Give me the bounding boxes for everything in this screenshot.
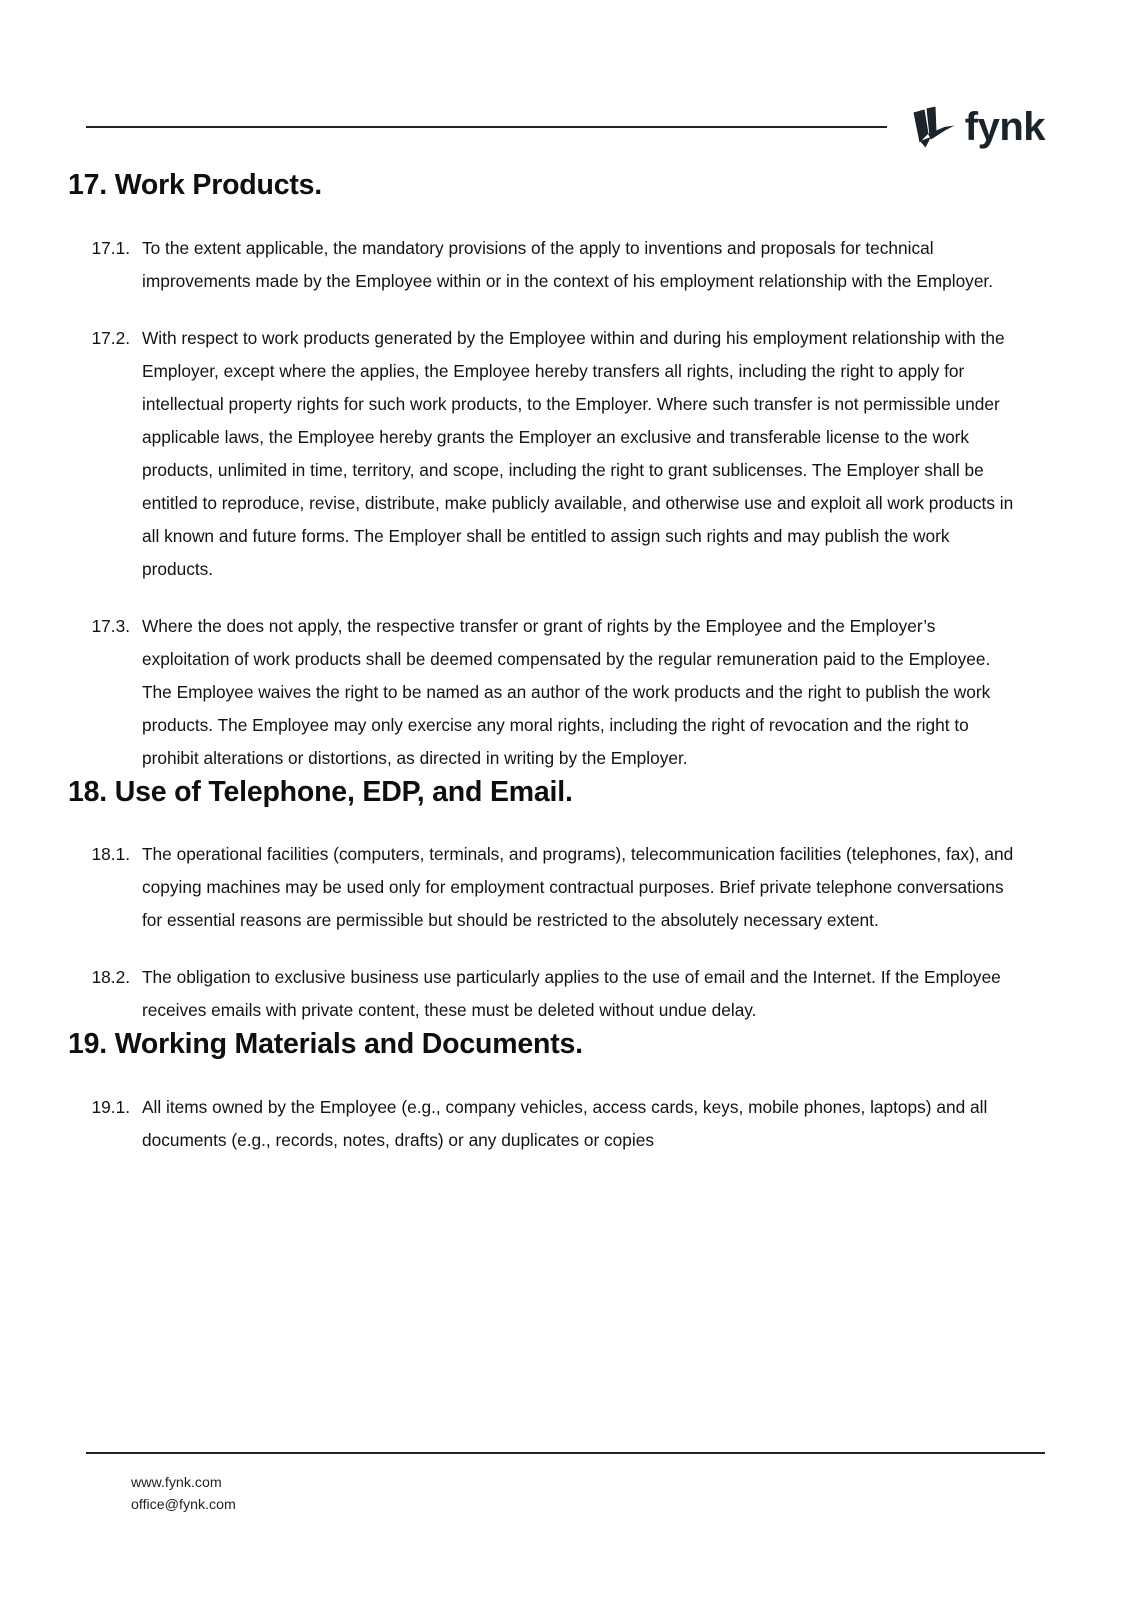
footer-divider: [86, 1452, 1045, 1454]
clause-18-2: [68, 961, 1063, 1027]
footer-website[interactable]: www.fynk.com: [131, 1475, 222, 1491]
clause-list-19: [68, 1091, 1063, 1157]
document-content: [68, 168, 1063, 1157]
clause-number: 19.1.: [91, 1096, 130, 1117]
clause-list-17: [68, 232, 1063, 775]
clause-text: The obligation to exclusive business use particularly applies to the use of email and the Internet. If the Employee receives emails with private content, these must be deleted without undue delay.: [142, 967, 1001, 1021]
clause-17-1: [68, 232, 1063, 298]
clause-number: 17.3.: [91, 615, 130, 636]
clause-17-3: [68, 610, 1063, 775]
brand-wordmark: fynk: [964, 105, 1045, 149]
document-footer: [86, 1452, 1045, 1516]
section-heading-17: 17. Work Products.: [68, 169, 323, 201]
document-header: [86, 104, 1045, 164]
clause-text: All items owned by the Employee (e.g., company vehicles, access cards, keys, mobile phones, laptops) and all documents (e.g., records, notes, drafts) or any duplicates or copies: [142, 1096, 988, 1150]
footer-email[interactable]: office@fynk.com: [131, 1497, 236, 1513]
section-heading-18: 18. Use of Telephone, EDP, and Email.: [68, 775, 573, 808]
section-heading-19: 19. Working Materials and Documents.: [68, 1028, 583, 1061]
clause-text: The operational facilities (computers, terminals, and programs), telecommunication facilities (telephones, fax), and copying machines may be used only for employment contractual purposes. Brief private telephone conversations for essential reasons are permissible but should be restricted to the absolutely necessary extent.: [142, 844, 1014, 931]
clause-text: Where the does not apply, the respective transfer or grant of rights by the Employee and the Employer’s exploitation of work products shall be deemed compensated by the regular remuneration paid to the Employee. The Employee waives the right to be named as an author of the work products and the right to publish the work products. The Employee may only exercise any moral rights, including the right of revocation and the right to prohibit alterations or distortions, as directed in writing by the Employer.: [142, 615, 991, 768]
fynk-bird-logo-icon: [911, 106, 955, 148]
clause-18-1: [68, 838, 1063, 937]
clause-number: 17.1.: [91, 237, 130, 258]
clause-number: 18.1.: [91, 844, 130, 865]
footer-contact: [131, 1472, 1045, 1516]
clause-17-2: [68, 322, 1063, 586]
clause-number: 17.2.: [91, 327, 130, 348]
brand-logo: [911, 104, 1045, 148]
clause-list-18: [68, 838, 1063, 1027]
clause-number: 18.2.: [91, 967, 130, 988]
header-divider: [86, 126, 887, 128]
clause-text: With respect to work products generated by the Employee within and during his employment relationship with the Employer, except where the applies, the Employee hereby transfers all rights, including the right to apply for intellectual property rights for such work products, to the Employer. Where such transfer is not permissible under applicable laws, the Employee hereby grants the Employer an exclusive and transferable license to the work products, unlimited in time, territory, and scope, including the right to grant sublicenses. The Employer shall be entitled to reproduce, revise, distribute, make publicly available, and otherwise use and exploit all work products in all known and future forms. The Employer shall be entitled to assign such rights and may publish the work products.: [142, 327, 1014, 579]
clause-19-1: [68, 1091, 1063, 1157]
clause-text: To the extent applicable, the mandatory provisions of the apply to inventions and proposals for technical improvements made by the Employee within or in the context of his employment relationship with the Employer.: [142, 237, 994, 291]
